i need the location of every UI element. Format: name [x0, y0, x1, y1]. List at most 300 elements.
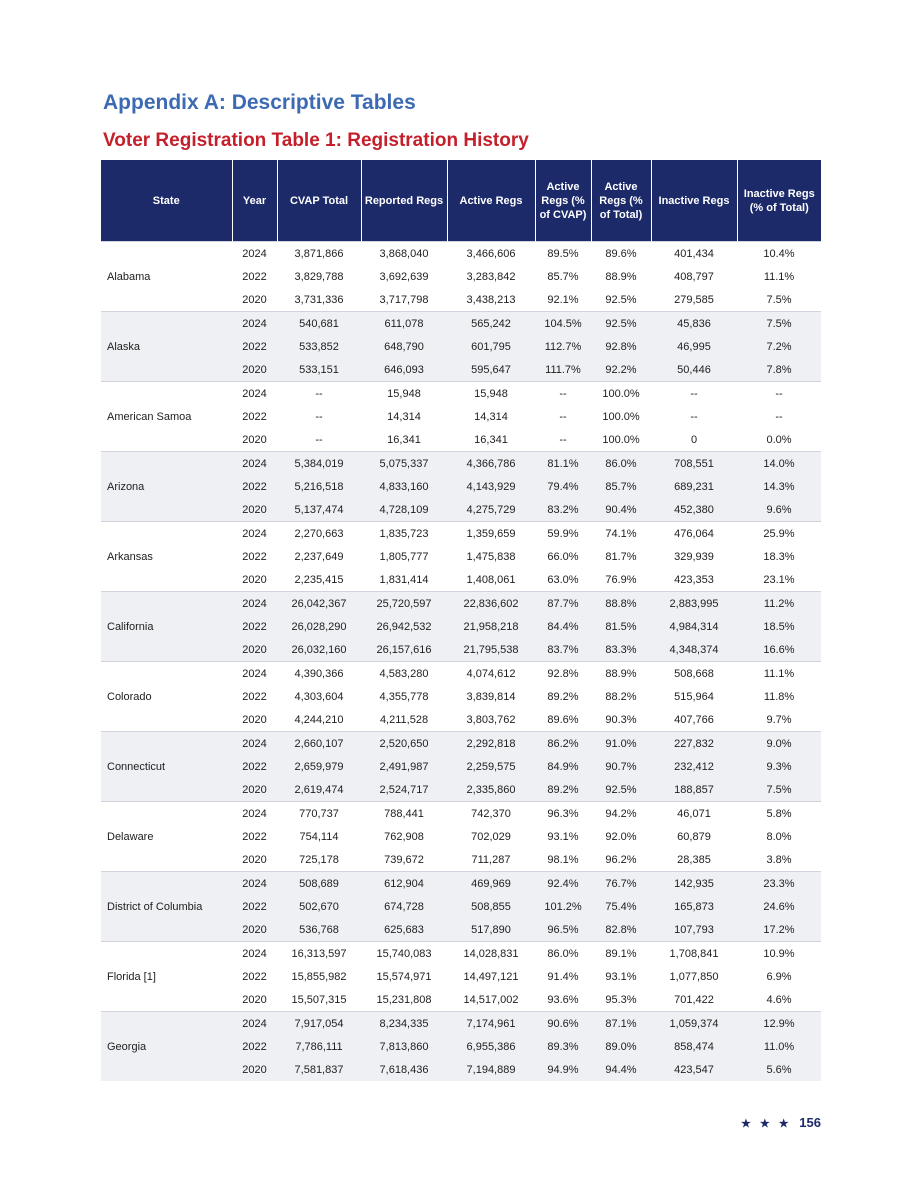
year-cell: 2020 — [232, 358, 277, 382]
active-pct-total-cell: 100.0% — [591, 405, 651, 428]
reported-regs-cell: 4,355,778 — [361, 685, 447, 708]
cvap-total-cell: 26,032,160 — [277, 638, 361, 662]
cvap-total-cell: 16,313,597 — [277, 942, 361, 966]
year-cell: 2024 — [232, 242, 277, 266]
cvap-total-cell: 7,917,054 — [277, 1012, 361, 1036]
state-group — [101, 452, 821, 522]
year-cell: 2022 — [232, 685, 277, 708]
inactive-pct-total-cell: 0.0% — [737, 428, 821, 452]
cvap-total-cell: 754,114 — [277, 825, 361, 848]
state-name-cell: Arizona — [101, 452, 232, 522]
reported-regs-cell: 26,942,532 — [361, 615, 447, 638]
state-group — [101, 312, 821, 382]
year-cell: 2024 — [232, 382, 277, 406]
state-name-cell: Alaska — [101, 312, 232, 382]
active-pct-cvap-cell: 79.4% — [535, 475, 591, 498]
active-regs-cell: 2,259,575 — [447, 755, 535, 778]
active-regs-cell: 702,029 — [447, 825, 535, 848]
inactive-pct-total-cell: 7.5% — [737, 288, 821, 312]
cvap-total-cell: 533,852 — [277, 335, 361, 358]
reported-regs-cell: 16,341 — [361, 428, 447, 452]
table-row — [101, 872, 821, 896]
active-regs-cell: 4,074,612 — [447, 662, 535, 686]
inactive-pct-total-cell: 10.4% — [737, 242, 821, 266]
active-pct-cvap-cell: 93.6% — [535, 988, 591, 1012]
state-name-cell: Connecticut — [101, 732, 232, 802]
active-pct-cvap-cell: 93.1% — [535, 825, 591, 848]
inactive-pct-total-cell: 25.9% — [737, 522, 821, 546]
cvap-total-cell: 4,390,366 — [277, 662, 361, 686]
inactive-pct-total-cell: 23.3% — [737, 872, 821, 896]
active-pct-cvap-cell: 112.7% — [535, 335, 591, 358]
active-pct-cvap-cell: 98.1% — [535, 848, 591, 872]
inactive-regs-cell: 279,585 — [651, 288, 737, 312]
inactive-regs-cell: 4,348,374 — [651, 638, 737, 662]
active-pct-total-cell: 93.1% — [591, 965, 651, 988]
reported-regs-cell: 4,728,109 — [361, 498, 447, 522]
inactive-pct-total-cell: 3.8% — [737, 848, 821, 872]
year-cell: 2020 — [232, 568, 277, 592]
active-pct-cvap-cell: 83.7% — [535, 638, 591, 662]
inactive-regs-cell: 401,434 — [651, 242, 737, 266]
cvap-total-cell: 5,137,474 — [277, 498, 361, 522]
active-pct-total-cell: 95.3% — [591, 988, 651, 1012]
active-regs-cell: 7,174,961 — [447, 1012, 535, 1036]
active-regs-cell: 14,517,002 — [447, 988, 535, 1012]
cvap-total-cell: 2,237,649 — [277, 545, 361, 568]
inactive-regs-cell: 1,077,850 — [651, 965, 737, 988]
inactive-pct-total-cell: 5.8% — [737, 802, 821, 826]
inactive-regs-cell: 858,474 — [651, 1035, 737, 1058]
active-pct-total-cell: 92.5% — [591, 312, 651, 336]
table-row — [101, 312, 821, 336]
state-group — [101, 662, 821, 732]
year-cell: 2024 — [232, 452, 277, 476]
year-cell: 2022 — [232, 405, 277, 428]
reported-regs-cell: 8,234,335 — [361, 1012, 447, 1036]
active-pct-total-cell: 90.4% — [591, 498, 651, 522]
active-pct-total-cell: 76.9% — [591, 568, 651, 592]
active-pct-cvap-cell: 91.4% — [535, 965, 591, 988]
state-group — [101, 382, 821, 452]
active-pct-total-cell: 89.0% — [591, 1035, 651, 1058]
page-number: 156 — [799, 1115, 821, 1130]
cvap-total-cell: 4,244,210 — [277, 708, 361, 732]
col-header-cvap-total: CVAP Total — [277, 160, 361, 242]
inactive-regs-cell: 50,446 — [651, 358, 737, 382]
year-cell: 2020 — [232, 988, 277, 1012]
col-header-active-pct-cvap: Active Regs (% of CVAP) — [535, 160, 591, 242]
table-row — [101, 802, 821, 826]
cvap-total-cell: 2,235,415 — [277, 568, 361, 592]
inactive-pct-total-cell: 14.0% — [737, 452, 821, 476]
inactive-pct-total-cell: 11.0% — [737, 1035, 821, 1058]
inactive-regs-cell: -- — [651, 382, 737, 406]
active-pct-total-cell: 100.0% — [591, 428, 651, 452]
cvap-total-cell: 15,507,315 — [277, 988, 361, 1012]
cvap-total-cell: 540,681 — [277, 312, 361, 336]
cvap-total-cell: 533,151 — [277, 358, 361, 382]
year-cell: 2022 — [232, 475, 277, 498]
state-name-cell: District of Columbia — [101, 872, 232, 942]
active-pct-total-cell: 96.2% — [591, 848, 651, 872]
inactive-regs-cell: 4,984,314 — [651, 615, 737, 638]
reported-regs-cell: 1,835,723 — [361, 522, 447, 546]
reported-regs-cell: 2,520,650 — [361, 732, 447, 756]
reported-regs-cell: 4,583,280 — [361, 662, 447, 686]
year-cell: 2020 — [232, 778, 277, 802]
cvap-total-cell: 2,659,979 — [277, 755, 361, 778]
stars-icon: ★ ★ ★ — [740, 1118, 792, 1130]
inactive-pct-total-cell: 11.2% — [737, 592, 821, 616]
year-cell: 2022 — [232, 895, 277, 918]
cvap-total-cell: 5,216,518 — [277, 475, 361, 498]
active-pct-cvap-cell: 92.1% — [535, 288, 591, 312]
reported-regs-cell: 7,813,860 — [361, 1035, 447, 1058]
active-regs-cell: 21,958,218 — [447, 615, 535, 638]
active-pct-total-cell: 91.0% — [591, 732, 651, 756]
state-name-cell: Alabama — [101, 242, 232, 312]
state-group — [101, 872, 821, 942]
active-pct-cvap-cell: 83.2% — [535, 498, 591, 522]
cvap-total-cell: 15,855,982 — [277, 965, 361, 988]
active-pct-cvap-cell: 89.5% — [535, 242, 591, 266]
year-cell: 2024 — [232, 312, 277, 336]
active-pct-cvap-cell: 89.3% — [535, 1035, 591, 1058]
table-row — [101, 662, 821, 686]
year-cell: 2024 — [232, 802, 277, 826]
inactive-regs-cell: 46,071 — [651, 802, 737, 826]
inactive-pct-total-cell: 9.0% — [737, 732, 821, 756]
state-group — [101, 732, 821, 802]
inactive-pct-total-cell: 17.2% — [737, 918, 821, 942]
active-pct-total-cell: 90.7% — [591, 755, 651, 778]
inactive-pct-total-cell: 7.2% — [737, 335, 821, 358]
inactive-regs-cell: 2,883,995 — [651, 592, 737, 616]
active-regs-cell: 3,839,814 — [447, 685, 535, 708]
active-regs-cell: 1,359,659 — [447, 522, 535, 546]
active-pct-cvap-cell: 90.6% — [535, 1012, 591, 1036]
active-regs-cell: 6,955,386 — [447, 1035, 535, 1058]
inactive-regs-cell: 476,064 — [651, 522, 737, 546]
active-pct-total-cell: 86.0% — [591, 452, 651, 476]
active-pct-total-cell: 85.7% — [591, 475, 651, 498]
active-regs-cell: 742,370 — [447, 802, 535, 826]
reported-regs-cell: 612,904 — [361, 872, 447, 896]
reported-regs-cell: 3,868,040 — [361, 242, 447, 266]
state-name-cell: Georgia — [101, 1012, 232, 1082]
year-cell: 2020 — [232, 708, 277, 732]
cvap-total-cell: 3,871,866 — [277, 242, 361, 266]
active-regs-cell: 21,795,538 — [447, 638, 535, 662]
year-cell: 2022 — [232, 755, 277, 778]
cvap-total-cell: 770,737 — [277, 802, 361, 826]
state-name-cell: American Samoa — [101, 382, 232, 452]
reported-regs-cell: 4,833,160 — [361, 475, 447, 498]
inactive-pct-total-cell: 7.5% — [737, 778, 821, 802]
inactive-pct-total-cell: -- — [737, 382, 821, 406]
active-pct-cvap-cell: 96.3% — [535, 802, 591, 826]
inactive-pct-total-cell: -- — [737, 405, 821, 428]
active-regs-cell: 3,283,842 — [447, 265, 535, 288]
inactive-regs-cell: 408,797 — [651, 265, 737, 288]
year-cell: 2020 — [232, 1058, 277, 1081]
active-pct-cvap-cell: 92.8% — [535, 662, 591, 686]
year-cell: 2024 — [232, 942, 277, 966]
state-group — [101, 592, 821, 662]
table-row — [101, 592, 821, 616]
reported-regs-cell: 15,574,971 — [361, 965, 447, 988]
state-group — [101, 1012, 821, 1082]
inactive-regs-cell: 515,964 — [651, 685, 737, 708]
active-regs-cell: 4,143,929 — [447, 475, 535, 498]
active-pct-total-cell: 92.8% — [591, 335, 651, 358]
col-header-active-pct-total: Active Regs (% of Total) — [591, 160, 651, 242]
col-header-reported-regs: Reported Regs — [361, 160, 447, 242]
active-regs-cell: 22,836,602 — [447, 592, 535, 616]
table-header — [101, 160, 821, 242]
inactive-regs-cell: 407,766 — [651, 708, 737, 732]
year-cell: 2024 — [232, 592, 277, 616]
active-regs-cell: 3,438,213 — [447, 288, 535, 312]
cvap-total-cell: 508,689 — [277, 872, 361, 896]
inactive-regs-cell: 689,231 — [651, 475, 737, 498]
reported-regs-cell: 2,524,717 — [361, 778, 447, 802]
active-pct-cvap-cell: 89.6% — [535, 708, 591, 732]
state-group — [101, 942, 821, 1012]
year-cell: 2024 — [232, 522, 277, 546]
inactive-pct-total-cell: 9.7% — [737, 708, 821, 732]
active-regs-cell: 14,497,121 — [447, 965, 535, 988]
table-row — [101, 732, 821, 756]
state-group — [101, 802, 821, 872]
active-regs-cell: 601,795 — [447, 335, 535, 358]
year-cell: 2024 — [232, 662, 277, 686]
cvap-total-cell: 536,768 — [277, 918, 361, 942]
active-regs-cell: 4,366,786 — [447, 452, 535, 476]
inactive-regs-cell: 232,412 — [651, 755, 737, 778]
page-footer — [741, 1115, 821, 1130]
registration-table — [101, 160, 821, 1081]
inactive-pct-total-cell: 16.6% — [737, 638, 821, 662]
active-pct-total-cell: 81.7% — [591, 545, 651, 568]
cvap-total-cell: 502,670 — [277, 895, 361, 918]
active-pct-total-cell: 75.4% — [591, 895, 651, 918]
col-header-year: Year — [232, 160, 277, 242]
table-row — [101, 522, 821, 546]
active-pct-cvap-cell: 86.0% — [535, 942, 591, 966]
reported-regs-cell: 14,314 — [361, 405, 447, 428]
cvap-total-cell: 4,303,604 — [277, 685, 361, 708]
active-pct-cvap-cell: -- — [535, 428, 591, 452]
active-regs-cell: 16,341 — [447, 428, 535, 452]
active-pct-cvap-cell: 59.9% — [535, 522, 591, 546]
inactive-regs-cell: 107,793 — [651, 918, 737, 942]
cvap-total-cell: 7,581,837 — [277, 1058, 361, 1081]
active-pct-total-cell: 76.7% — [591, 872, 651, 896]
active-regs-cell: 14,028,831 — [447, 942, 535, 966]
active-pct-cvap-cell: 89.2% — [535, 685, 591, 708]
active-pct-total-cell: 92.5% — [591, 288, 651, 312]
year-cell: 2020 — [232, 918, 277, 942]
table-title: Voter Registration Table 1: Registration History — [103, 130, 529, 151]
inactive-pct-total-cell: 9.6% — [737, 498, 821, 522]
active-regs-cell: 1,408,061 — [447, 568, 535, 592]
reported-regs-cell: 762,908 — [361, 825, 447, 848]
active-pct-total-cell: 90.3% — [591, 708, 651, 732]
inactive-pct-total-cell: 6.9% — [737, 965, 821, 988]
reported-regs-cell: 1,805,777 — [361, 545, 447, 568]
cvap-total-cell: -- — [277, 428, 361, 452]
active-pct-total-cell: 100.0% — [591, 382, 651, 406]
inactive-regs-cell: 165,873 — [651, 895, 737, 918]
inactive-regs-cell: 701,422 — [651, 988, 737, 1012]
cvap-total-cell: -- — [277, 405, 361, 428]
inactive-regs-cell: 1,059,374 — [651, 1012, 737, 1036]
reported-regs-cell: 7,618,436 — [361, 1058, 447, 1081]
active-pct-cvap-cell: 81.1% — [535, 452, 591, 476]
table-row — [101, 382, 821, 406]
active-pct-total-cell: 88.2% — [591, 685, 651, 708]
reported-regs-cell: 2,491,987 — [361, 755, 447, 778]
year-cell: 2020 — [232, 428, 277, 452]
year-cell: 2022 — [232, 1035, 277, 1058]
active-pct-cvap-cell: 111.7% — [535, 358, 591, 382]
active-pct-total-cell: 81.5% — [591, 615, 651, 638]
reported-regs-cell: 648,790 — [361, 335, 447, 358]
active-regs-cell: 14,314 — [447, 405, 535, 428]
active-pct-cvap-cell: 92.4% — [535, 872, 591, 896]
cvap-total-cell: 26,042,367 — [277, 592, 361, 616]
year-cell: 2024 — [232, 1012, 277, 1036]
inactive-pct-total-cell: 11.8% — [737, 685, 821, 708]
inactive-regs-cell: 452,380 — [651, 498, 737, 522]
inactive-pct-total-cell: 7.8% — [737, 358, 821, 382]
inactive-pct-total-cell: 7.5% — [737, 312, 821, 336]
reported-regs-cell: 15,740,083 — [361, 942, 447, 966]
reported-regs-cell: 625,683 — [361, 918, 447, 942]
active-pct-total-cell: 88.8% — [591, 592, 651, 616]
active-pct-total-cell: 88.9% — [591, 662, 651, 686]
inactive-pct-total-cell: 10.9% — [737, 942, 821, 966]
active-pct-cvap-cell: 94.9% — [535, 1058, 591, 1081]
cvap-total-cell: 3,829,788 — [277, 265, 361, 288]
reported-regs-cell: 646,093 — [361, 358, 447, 382]
active-pct-cvap-cell: -- — [535, 382, 591, 406]
reported-regs-cell: 5,075,337 — [361, 452, 447, 476]
inactive-regs-cell: -- — [651, 405, 737, 428]
active-regs-cell: 3,466,606 — [447, 242, 535, 266]
reported-regs-cell: 26,157,616 — [361, 638, 447, 662]
cvap-total-cell: 7,786,111 — [277, 1035, 361, 1058]
year-cell: 2022 — [232, 265, 277, 288]
active-pct-total-cell: 92.5% — [591, 778, 651, 802]
col-header-active-regs: Active Regs — [447, 160, 535, 242]
active-pct-cvap-cell: 104.5% — [535, 312, 591, 336]
cvap-total-cell: 2,660,107 — [277, 732, 361, 756]
col-header-inactive-regs: Inactive Regs — [651, 160, 737, 242]
active-regs-cell: 3,803,762 — [447, 708, 535, 732]
active-regs-cell: 565,242 — [447, 312, 535, 336]
active-pct-total-cell: 94.4% — [591, 1058, 651, 1081]
inactive-regs-cell: 708,551 — [651, 452, 737, 476]
active-regs-cell: 517,890 — [447, 918, 535, 942]
inactive-pct-total-cell: 18.5% — [737, 615, 821, 638]
active-pct-cvap-cell: 84.9% — [535, 755, 591, 778]
state-name-cell: Colorado — [101, 662, 232, 732]
active-pct-total-cell: 82.8% — [591, 918, 651, 942]
active-regs-cell: 2,292,818 — [447, 732, 535, 756]
inactive-pct-total-cell: 23.1% — [737, 568, 821, 592]
state-group — [101, 522, 821, 592]
active-pct-cvap-cell: -- — [535, 405, 591, 428]
inactive-pct-total-cell: 11.1% — [737, 265, 821, 288]
active-pct-total-cell: 87.1% — [591, 1012, 651, 1036]
active-regs-cell: 15,948 — [447, 382, 535, 406]
reported-regs-cell: 15,231,808 — [361, 988, 447, 1012]
inactive-regs-cell: 329,939 — [651, 545, 737, 568]
reported-regs-cell: 739,672 — [361, 848, 447, 872]
cvap-total-cell: 26,028,290 — [277, 615, 361, 638]
active-pct-total-cell: 89.1% — [591, 942, 651, 966]
inactive-regs-cell: 60,879 — [651, 825, 737, 848]
reported-regs-cell: 4,211,528 — [361, 708, 447, 732]
year-cell: 2022 — [232, 615, 277, 638]
reported-regs-cell: 15,948 — [361, 382, 447, 406]
active-pct-cvap-cell: 96.5% — [535, 918, 591, 942]
page-heading: Appendix A: Descriptive Tables — [103, 91, 416, 114]
active-regs-cell: 469,969 — [447, 872, 535, 896]
inactive-pct-total-cell: 8.0% — [737, 825, 821, 848]
active-pct-total-cell: 92.0% — [591, 825, 651, 848]
year-cell: 2020 — [232, 288, 277, 312]
cvap-total-cell: 2,270,663 — [277, 522, 361, 546]
year-cell: 2022 — [232, 545, 277, 568]
cvap-total-cell: 5,384,019 — [277, 452, 361, 476]
active-pct-cvap-cell: 86.2% — [535, 732, 591, 756]
cvap-total-cell: 3,731,336 — [277, 288, 361, 312]
year-cell: 2024 — [232, 872, 277, 896]
active-pct-cvap-cell: 84.4% — [535, 615, 591, 638]
inactive-pct-total-cell: 11.1% — [737, 662, 821, 686]
cvap-total-cell: 2,619,474 — [277, 778, 361, 802]
col-header-inactive-pct-total: Inactive Regs (% of Total) — [737, 160, 821, 242]
reported-regs-cell: 1,831,414 — [361, 568, 447, 592]
cvap-total-cell: 725,178 — [277, 848, 361, 872]
reported-regs-cell: 3,692,639 — [361, 265, 447, 288]
table-row — [101, 242, 821, 266]
year-cell: 2020 — [232, 498, 277, 522]
state-name-cell: Florida [1] — [101, 942, 232, 1012]
inactive-pct-total-cell: 12.9% — [737, 1012, 821, 1036]
active-pct-cvap-cell: 66.0% — [535, 545, 591, 568]
reported-regs-cell: 25,720,597 — [361, 592, 447, 616]
active-regs-cell: 595,647 — [447, 358, 535, 382]
inactive-regs-cell: 46,995 — [651, 335, 737, 358]
reported-regs-cell: 674,728 — [361, 895, 447, 918]
active-regs-cell: 7,194,889 — [447, 1058, 535, 1081]
active-pct-total-cell: 94.2% — [591, 802, 651, 826]
inactive-regs-cell: 1,708,841 — [651, 942, 737, 966]
state-name-cell: Arkansas — [101, 522, 232, 592]
active-regs-cell: 711,287 — [447, 848, 535, 872]
table-row — [101, 1012, 821, 1036]
inactive-regs-cell: 227,832 — [651, 732, 737, 756]
inactive-pct-total-cell: 18.3% — [737, 545, 821, 568]
year-cell: 2020 — [232, 638, 277, 662]
active-regs-cell: 2,335,860 — [447, 778, 535, 802]
table-row — [101, 942, 821, 966]
